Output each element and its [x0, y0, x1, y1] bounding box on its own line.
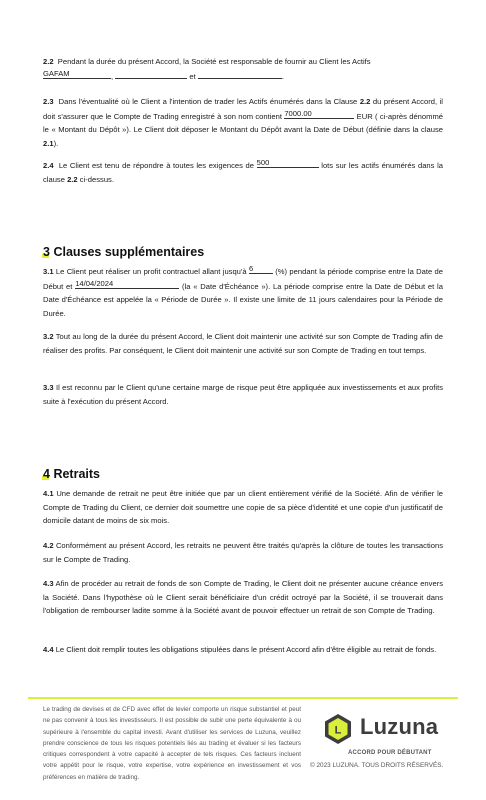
- clause-number: 4.4: [43, 645, 54, 654]
- clause-2-2: 2.2 Pendant la durée du présent Accord, la Société est responsable de fournir au Client les Actifs GAFAM , et .: [43, 57, 371, 81]
- brand-logo: [323, 712, 453, 746]
- clause-text: Pendant la durée du présent Accord, la Société est responsable de fournir au Client les Actifs: [57, 57, 371, 66]
- footer-divider: [28, 697, 458, 699]
- clause-number: 4.1: [43, 489, 54, 498]
- clause-3-1: 3.1 Le Client peut réaliser un profit contractuel allant jusqu'à 6 (%) pendant la période comprise entre la Date de Début et 14/04/2024 (la « Date d'Échéance »). La période comprise entre la Date de Début et la Date d'Échéance est appelée la « Période de Durée ». Il existe une limite de 11 jours calendaires pour la Période de Durée.: [43, 264, 443, 318]
- clause-4-3: 4.3 Afin de procéder au retrait de fonds de son Compte de Trading, le Client doit ne présenter aucune créance envers la Société. Dans l'hypothèse où le Client serait bénéficiaire d'un crédit octroyé par la Société, il se trouverait dans l'obligation de rembourser ladite somme à la Société avant de pouvoir effectuer un retrait de son Compte de Trading.: [43, 579, 443, 616]
- deposit-amount-field: 7000.00: [284, 109, 354, 119]
- document-type-label: ACCORD POUR DÉBUTANT: [348, 750, 432, 756]
- clause-2-4: 2.4 Le Client est tenu de répondre à toutes les exigences de 500 lots sur les actifs énumérés dans la clause 2.2 ci-dessus.: [43, 158, 443, 184]
- profit-percent-field: 6: [249, 264, 273, 274]
- section-heading-4: 4 Retraits: [43, 467, 100, 481]
- asset-field-2: [115, 69, 187, 79]
- clause-2-3: 2.3 Dans l'éventualité où le Client a l'intention de trader les Actifs énumérés dans la Clause 2.2 du présent Accord, il doit s'assurer que le Compte de Trading enregistré à son nom contient 7000.00 EUR ( ci-après dénommé le « Montant du Dépôt »). Le Client doit déposer le Montant du Dépôt avant la Date de Début (définie dans la clause 2.1).: [43, 97, 443, 148]
- section-heading-3: 3 Clauses supplémentaires: [43, 245, 205, 259]
- clause-4-4: 4.4 Le Client doit remplir toutes les obligations stipulées dans le présent Accord afin d'être éligible au retrait de fonds.: [43, 645, 437, 654]
- logo-glyph: L: [334, 724, 342, 737]
- brand-name: Luzuna: [360, 714, 439, 739]
- clause-4-2: 4.2 Conformément au présent Accord, les retraits ne peuvent être traités qu'après la clôture de toutes les transactions sur le Compte de Trading.: [43, 541, 443, 564]
- asset-field-1: GAFAM: [43, 69, 111, 79]
- lots-field: 500: [257, 158, 319, 168]
- clause-3-2: 3.2 Tout au long de la durée du présent Accord, le Client doit maintenir une activité sur son Compte de Trading afin de réaliser des profits. Par conséquent, le Client doit maintenir une activité sur son Compte de Trading en tout temps.: [43, 332, 443, 355]
- expiry-date-field: 14/04/2024: [75, 279, 179, 289]
- copyright-text: © 2023 LUZUNA. TOUS DROITS RÉSERVÉS.: [310, 762, 444, 769]
- luzuna-logo-icon: [323, 713, 353, 745]
- clause-number: 3.2: [43, 332, 54, 341]
- clause-4-1: 4.1 Une demande de retrait ne peut être initiée que par un client entièrement vérifié de la Société. Afin de vérifier le Compte de Trading du Client, ce dernier doit soumettre une copie de sa pièce d'identité et une copie d'un justificatif de domicile datant de moins de six mois.: [43, 489, 443, 526]
- clause-3-3: 3.3 Il est reconnu par le Client qu'une certaine marge de risque peut être appliquée aux investissements et aux profits suite à l'exécution du présent Accord.: [43, 383, 443, 406]
- risk-disclaimer: Le trading de devises et de CFD avec effet de levier comporte un risque substantiel et peut ne pas convenir à tous les investisseurs. Il est possible de subir une perte équivalente à ou supérieure à l'ensemble du capital investi. Avant d'utiliser les services de Luzuna, veuillez prendre conscience de tous les risques potentiels liés au trading et évaluer si les facteurs critiques correspondent à votre capacité à accepter de tels risques. Ces facteurs incluent votre appétit pour le risque, votre expertise, votre expérience en investissement et vos préférences en matière de trading.: [43, 706, 301, 781]
- clause-number: 3.3: [43, 383, 54, 392]
- clause-number: 4.3: [43, 579, 54, 588]
- brand-block: [310, 712, 458, 792]
- clause-number: 3.1: [43, 267, 54, 276]
- clause-number: 2.3: [43, 97, 54, 106]
- clause-number: 2.4: [43, 161, 54, 170]
- clause-number: 2.2: [43, 57, 54, 66]
- asset-field-3: [198, 69, 282, 79]
- clause-number: 4.2: [43, 541, 54, 550]
